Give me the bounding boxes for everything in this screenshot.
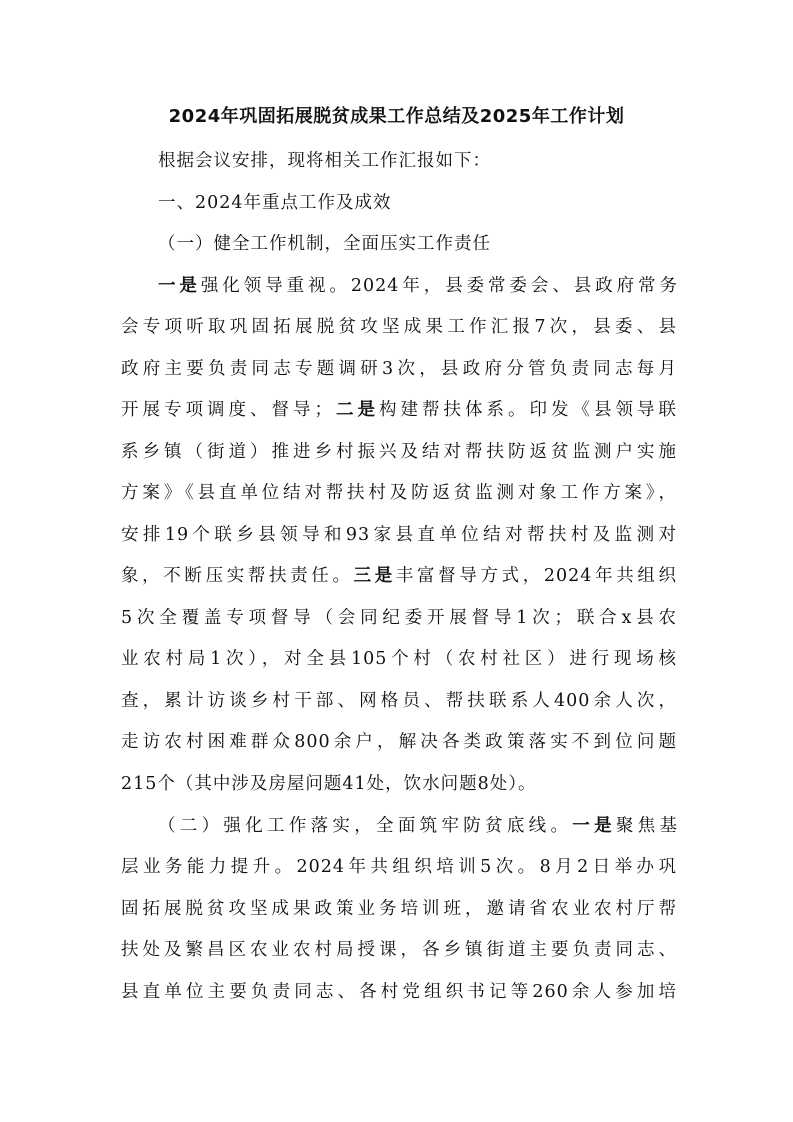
paragraph-line: 走访农村困难群众800余户，解决各类政策落实不到位问题 — [121, 732, 677, 752]
paragraph-line: 扶处及繁昌区农业农村局授课，各乡镇街道主要负责同志、 — [121, 940, 677, 960]
paragraph-line: 查，累计访谈乡村干部、网格员、帮扶联系人400余人次， — [121, 691, 677, 711]
line-text: （二）强化工作落实，全面筑牢防贫底线。 — [158, 816, 573, 836]
emphasis-text: 一是 — [158, 276, 201, 296]
line-text: 构建帮扶体系。印发《县领导联 — [379, 400, 677, 420]
document-title: 2024年巩固拓展脱贫成果工作总结及2025年工作计划 — [168, 106, 625, 127]
intro-paragraph: 根据会议安排，现将相关工作汇报如下： — [158, 151, 491, 171]
paragraph-line: 215个（其中涉及房屋问题41处，饮水问题8处）。 — [121, 774, 537, 794]
paragraph-line: 5次全覆盖专项督导（会同纪委开展督导1次；联合x县农 — [121, 608, 677, 628]
paragraph-line: 政府主要负责同志专题调研3次，县政府分管负责同志每月 — [121, 359, 677, 379]
line-text: 丰富督导方式，2024年共组织 — [395, 566, 678, 586]
emphasis-text: 二是 — [333, 400, 379, 420]
paragraph-line: 会专项听取巩固拓展脱贫攻坚成果工作汇报7次，县委、县 — [121, 317, 677, 337]
section-heading: 一、2024年重点工作及成效 — [158, 193, 392, 213]
paragraph-line — [121, 562, 677, 590]
paragraph-line: 县直单位主要负责同志、各村党组织书记等260余人参加培 — [121, 982, 677, 1002]
emphasis-text: 三是 — [353, 566, 396, 586]
paragraph-line — [158, 812, 678, 840]
paragraph-line: 固拓展脱贫攻坚成果政策业务培训班，邀请省农业农村厅帮 — [121, 899, 677, 919]
paragraph-line: 层业务能力提升。2024年共组织培训5次。8月2日举办巩 — [121, 857, 677, 877]
subsection-heading: （一）健全工作机制，全面压实工作责任 — [158, 234, 491, 254]
line-text: 强化领导重视。2024年，县委常委会、县政府常务 — [200, 276, 678, 296]
paragraph-line — [158, 272, 678, 300]
line-text: 象，不断压实帮扶责任。 — [121, 566, 354, 586]
paragraph-line: 安排19个联乡县领导和93家县直单位结对帮扶村及监测对 — [121, 525, 677, 545]
paragraph-line — [121, 396, 677, 424]
paragraph-line: 业农村局1次），对全县105个村（农村社区）进行现场核 — [121, 649, 677, 669]
line-text: 聚焦基 — [615, 816, 678, 836]
paragraph-line: 方案》《县直单位结对帮扶村及防返贫监测对象工作方案》， — [121, 483, 677, 503]
line-text: 开展专项调度、督导； — [121, 400, 333, 420]
paragraph-line: 系乡镇（街道）推进乡村振兴及结对帮扶防返贫监测户实施 — [121, 442, 677, 462]
emphasis-text: 一是 — [572, 816, 616, 836]
